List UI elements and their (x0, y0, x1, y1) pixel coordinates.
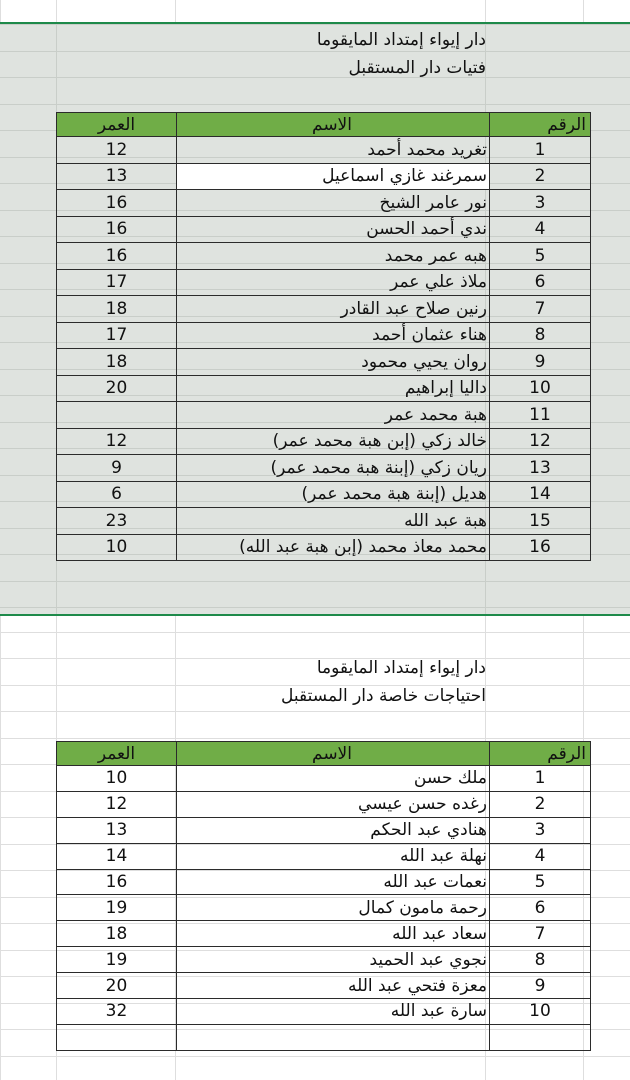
cell-age[interactable]: 20 (57, 973, 177, 999)
cell-age[interactable]: 16 (57, 216, 177, 243)
table-row (57, 269, 591, 296)
cell-name[interactable]: روان يحيي محمود (177, 349, 490, 376)
cell-age[interactable]: 12 (57, 428, 177, 455)
cell-age[interactable]: 10 (57, 766, 177, 792)
table-row (57, 296, 591, 323)
cell-age[interactable]: 19 (57, 947, 177, 973)
table-row (57, 999, 591, 1025)
cell-age[interactable]: 19 (57, 895, 177, 921)
cell-num[interactable]: 11 (490, 402, 591, 429)
selection-grid-line (0, 51, 630, 52)
table-row (57, 791, 591, 817)
cell-name[interactable]: تغريد محمد أحمد (177, 137, 490, 164)
table-row (57, 163, 591, 190)
cell-num[interactable]: 10 (490, 999, 591, 1025)
cell-name[interactable]: هبة محمد عمر (177, 402, 490, 429)
table-row (57, 190, 591, 217)
cell-name[interactable]: رحمة مامون كمال (177, 895, 490, 921)
header-age[interactable]: العمر (57, 113, 177, 137)
selection-grid-line (0, 24, 630, 25)
selection-grid-line (0, 607, 630, 608)
table-row (57, 137, 591, 164)
grid-row-line (0, 658, 630, 659)
cell-age[interactable]: 17 (57, 322, 177, 349)
cell-num[interactable]: 9 (490, 349, 591, 376)
cell-name[interactable]: معزة فتحي عبد الله (177, 973, 490, 999)
cell-num[interactable]: 1 (490, 137, 591, 164)
cell-name[interactable]: ملاذ علي عمر (177, 269, 490, 296)
cell-name[interactable]: رنين صلاح عبد القادر (177, 296, 490, 323)
cell-name[interactable]: سارة عبد الله (177, 999, 490, 1025)
selection-grid-line (0, 77, 630, 78)
cell-name[interactable] (177, 1024, 490, 1050)
cell-name[interactable]: سعاد عبد الله (177, 921, 490, 947)
table-row (57, 349, 591, 376)
cell-num[interactable]: 1 (490, 766, 591, 792)
table-row (57, 947, 591, 973)
cell-num[interactable]: 5 (490, 243, 591, 270)
cell-name[interactable]: داليا إبراهيم (177, 375, 490, 402)
header-row (57, 742, 591, 766)
table-row (57, 402, 591, 429)
cell-name[interactable]: رغده حسن عيسي (177, 791, 490, 817)
cell-age[interactable]: 18 (57, 921, 177, 947)
cell-num[interactable]: 10 (490, 375, 591, 402)
cell-name[interactable]: نعمات عبد الله (177, 869, 490, 895)
cell-num[interactable]: 6 (490, 895, 591, 921)
grid-row-line (0, 1056, 630, 1057)
table-row (57, 243, 591, 270)
table-row (57, 481, 591, 508)
cell-age[interactable] (57, 402, 177, 429)
cell-name[interactable]: نهلة عبد الله (177, 843, 490, 869)
cell-age[interactable]: 23 (57, 508, 177, 535)
grid-row-line (0, 738, 630, 739)
cell-name[interactable]: هناء عثمان أحمد (177, 322, 490, 349)
cell-name[interactable]: سمرغند غازي اسماعيل (177, 163, 490, 190)
table-row (57, 869, 591, 895)
header-num[interactable]: الرقم (490, 113, 591, 137)
cell-age[interactable]: 16 (57, 190, 177, 217)
table-row (57, 508, 591, 535)
cell-age[interactable]: 14 (57, 843, 177, 869)
cell-num[interactable]: 3 (490, 190, 591, 217)
table-row (57, 375, 591, 402)
cell-age[interactable]: 16 (57, 243, 177, 270)
cell-num[interactable]: 16 (490, 534, 591, 561)
cell-age[interactable]: 13 (57, 163, 177, 190)
cell-age[interactable]: 12 (57, 137, 177, 164)
table1-caption-line1: دار إيواء إمتداد المايقوما (316, 30, 486, 50)
header-num[interactable]: الرقم (490, 742, 591, 766)
table1-caption-line2: فتيات دار المستقبل (348, 58, 486, 78)
cell-name[interactable]: نور عامر الشيخ (177, 190, 490, 217)
cell-num[interactable]: 15 (490, 508, 591, 535)
cell-age[interactable]: 18 (57, 296, 177, 323)
cell-num[interactable]: 8 (490, 947, 591, 973)
table2-caption-line1: دار إيواء إمتداد المايقوما (316, 658, 486, 678)
table-row (57, 766, 591, 792)
cell-age[interactable]: 6 (57, 481, 177, 508)
table-row (57, 973, 591, 999)
cell-num[interactable]: 4 (490, 216, 591, 243)
table-row (57, 455, 591, 482)
cell-num[interactable]: 13 (490, 455, 591, 482)
cell-age[interactable]: 16 (57, 869, 177, 895)
cell-num[interactable]: 4 (490, 843, 591, 869)
cell-age[interactable] (57, 1024, 177, 1050)
table-row (57, 322, 591, 349)
cell-age[interactable]: 18 (57, 349, 177, 376)
grid-row-line (0, 632, 630, 633)
cell-num[interactable]: 2 (490, 163, 591, 190)
cell-name[interactable]: ملك حسن (177, 766, 490, 792)
cell-name[interactable]: ندي أحمد الحسن (177, 216, 490, 243)
cell-num[interactable]: 6 (490, 269, 591, 296)
cell-name[interactable]: هديل (إبنة هبة محمد عمر) (177, 481, 490, 508)
table-row (57, 921, 591, 947)
cell-num[interactable]: 8 (490, 322, 591, 349)
cell-num[interactable] (490, 1024, 591, 1050)
cell-num[interactable]: 12 (490, 428, 591, 455)
cell-name[interactable]: هنادي عبد الحكم (177, 817, 490, 843)
cell-age[interactable]: 12 (57, 791, 177, 817)
cell-age[interactable]: 10 (57, 534, 177, 561)
cell-name[interactable]: خالد زكي (إبن هبة محمد عمر) (177, 428, 490, 455)
cell-name[interactable]: هبه عمر محمد (177, 243, 490, 270)
table-row (57, 216, 591, 243)
cell-age[interactable]: 9 (57, 455, 177, 482)
cell-name[interactable]: ريان زكي (إبنة هبة محمد عمر) (177, 455, 490, 482)
cell-name[interactable]: هبة عبد الله (177, 508, 490, 535)
cell-age[interactable]: 20 (57, 375, 177, 402)
header-name[interactable]: الاسم (177, 113, 490, 137)
grid-row-line (0, 711, 630, 712)
cell-age[interactable]: 32 (57, 999, 177, 1025)
header-row (57, 113, 591, 137)
table2 (56, 741, 591, 1051)
cell-num[interactable]: 2 (490, 791, 591, 817)
table-row (57, 534, 591, 561)
cell-num[interactable]: 14 (490, 481, 591, 508)
selection-grid-line (0, 581, 630, 582)
table2-caption-line2: احتياجات خاصة دار المستقبل (281, 686, 486, 706)
table-row (57, 1024, 591, 1050)
table-row (57, 817, 591, 843)
cell-num[interactable]: 9 (490, 973, 591, 999)
table-row (57, 895, 591, 921)
table-row (57, 428, 591, 455)
cell-name[interactable]: محمد معاذ محمد (إبن هبة عبد الله) (177, 534, 490, 561)
cell-num[interactable]: 7 (490, 921, 591, 947)
selection-grid-line (0, 104, 630, 105)
cell-age[interactable]: 13 (57, 817, 177, 843)
cell-age[interactable]: 17 (57, 269, 177, 296)
cell-num[interactable]: 3 (490, 817, 591, 843)
table1 (56, 112, 591, 561)
header-age[interactable]: العمر (57, 742, 177, 766)
cell-name[interactable]: نجوي عبد الحميد (177, 947, 490, 973)
table-row (57, 843, 591, 869)
header-name[interactable]: الاسم (177, 742, 490, 766)
cell-num[interactable]: 5 (490, 869, 591, 895)
cell-num[interactable]: 7 (490, 296, 591, 323)
